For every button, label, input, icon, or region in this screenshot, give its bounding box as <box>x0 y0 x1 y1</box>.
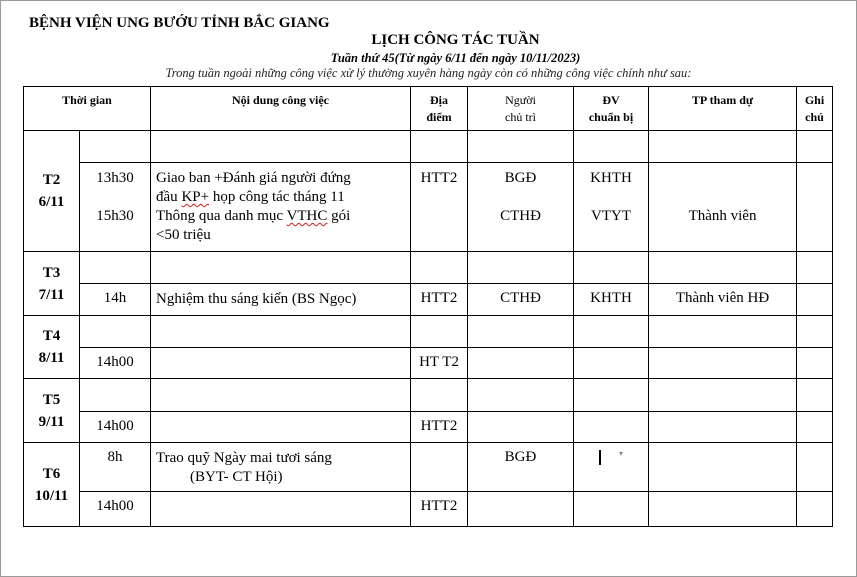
col-prep[interactable]: ĐV chuẩn bị <box>574 87 649 131</box>
cell[interactable] <box>151 131 411 163</box>
place-cell[interactable]: HTT2 <box>411 163 468 252</box>
cell[interactable] <box>797 316 833 348</box>
cell[interactable] <box>468 379 574 412</box>
host-cell[interactable] <box>468 348 574 379</box>
note-cell[interactable] <box>797 412 833 443</box>
cell[interactable] <box>80 379 151 412</box>
day-t6[interactable]: T6 10/11 <box>24 443 80 527</box>
cell[interactable] <box>151 316 411 348</box>
dropdown-marker-icon: ▾ <box>619 449 624 458</box>
t6-row-2 <box>24 492 833 527</box>
day-t5[interactable]: T5 9/11 <box>24 379 80 443</box>
t2-row <box>24 163 833 252</box>
participants-cell[interactable] <box>649 492 797 527</box>
intro-text: Trong tuần ngoài những công việc xử lý thường xuyên hàng ngày còn có những công việc chính như sau: <box>165 66 692 80</box>
cell[interactable] <box>80 131 151 163</box>
col-host[interactable]: Người chủ trì <box>468 87 574 131</box>
note-cell[interactable] <box>797 443 833 492</box>
cell[interactable] <box>574 131 649 163</box>
intro-line <box>0 66 857 81</box>
content-cell[interactable]: Giao ban +Đánh giá người đứng đầu KP+ họp công tác tháng 11 Thông qua danh mục VTHC gói <50 triệu <box>151 163 411 252</box>
host-cell[interactable]: BGĐ <box>468 443 574 492</box>
content-cell[interactable] <box>151 348 411 379</box>
prep-cell[interactable]: KHTH VTYT <box>574 163 649 252</box>
time-cell[interactable]: 14h <box>80 284 151 316</box>
subtitle-text: Tuần thứ 45(Từ ngày 6/11 đến ngày 10/11/2023) <box>330 51 581 65</box>
day-t4[interactable]: T4 8/11 <box>24 316 80 379</box>
col-time[interactable]: Thời gian <box>24 87 151 131</box>
t5-row <box>24 412 833 443</box>
cell[interactable] <box>574 379 649 412</box>
t3-row <box>24 284 833 316</box>
content-cell[interactable]: Nghiệm thu sáng kiến (BS Ngọc) <box>151 284 411 316</box>
prep-cell[interactable]: KHTH <box>574 284 649 316</box>
note-cell[interactable] <box>797 492 833 527</box>
time-cell[interactable]: 14h00 <box>80 412 151 443</box>
t5-blank-row <box>24 379 833 412</box>
cell[interactable] <box>649 131 797 163</box>
cell[interactable] <box>649 316 797 348</box>
note-cell[interactable] <box>797 284 833 316</box>
title-text: LỊCH CÔNG TÁC TUẦN <box>371 32 540 48</box>
cell[interactable] <box>411 316 468 348</box>
content-cell[interactable] <box>151 412 411 443</box>
cell[interactable] <box>151 379 411 412</box>
text-cursor <box>599 450 601 465</box>
t2-blank-row <box>24 131 833 163</box>
day-t2[interactable]: T2 6/11 <box>24 131 80 252</box>
host-cell[interactable] <box>468 412 574 443</box>
note-cell[interactable] <box>797 348 833 379</box>
cell[interactable] <box>468 252 574 284</box>
col-content[interactable]: Nội dung công việc <box>151 87 411 131</box>
cell[interactable] <box>797 379 833 412</box>
prep-cell[interactable] <box>574 348 649 379</box>
cell[interactable] <box>411 131 468 163</box>
participants-cell[interactable]: Thành viên <box>649 163 797 252</box>
cell[interactable] <box>574 316 649 348</box>
prep-cell[interactable] <box>574 492 649 527</box>
place-cell[interactable]: HTT2 <box>411 492 468 527</box>
cell[interactable] <box>797 131 833 163</box>
cell[interactable] <box>649 379 797 412</box>
week-subtitle <box>0 51 857 66</box>
cell[interactable] <box>574 252 649 284</box>
host-cell[interactable]: BGĐ CTHĐ <box>468 163 574 252</box>
header-row <box>24 87 833 131</box>
t4-row <box>24 348 833 379</box>
participants-cell[interactable]: Thành viên HĐ <box>649 284 797 316</box>
col-participants[interactable]: TP tham dự <box>649 87 797 131</box>
note-cell[interactable] <box>797 163 833 252</box>
place-cell[interactable]: HT T2 <box>411 348 468 379</box>
document-title <box>0 32 857 49</box>
prep-cell[interactable] <box>574 443 649 492</box>
place-cell[interactable] <box>411 443 468 492</box>
content-cell[interactable] <box>151 492 411 527</box>
cell[interactable] <box>649 252 797 284</box>
participants-cell[interactable] <box>649 412 797 443</box>
cell[interactable] <box>468 316 574 348</box>
hospital-name: BỆNH VIỆN UNG BƯỚU TỈNH BẮC GIANG <box>29 15 330 31</box>
participants-cell[interactable] <box>649 348 797 379</box>
t6-row <box>24 443 833 492</box>
time-cell[interactable]: 13h30 15h30 <box>80 163 151 252</box>
schedule-table-wrapper <box>23 86 833 527</box>
time-cell[interactable]: 14h00 <box>80 348 151 379</box>
cell[interactable] <box>468 131 574 163</box>
col-place[interactable]: Địa điểm <box>411 87 468 131</box>
cell[interactable] <box>797 252 833 284</box>
cell[interactable] <box>80 252 151 284</box>
t3-blank-row <box>24 252 833 284</box>
time-cell[interactable]: 8h <box>80 443 151 492</box>
participants-cell[interactable] <box>649 443 797 492</box>
time-cell[interactable]: 14h00 <box>80 492 151 527</box>
host-cell[interactable] <box>468 492 574 527</box>
place-cell[interactable]: HTT2 <box>411 412 468 443</box>
place-cell[interactable]: HTT2 <box>411 284 468 316</box>
host-cell[interactable]: CTHĐ <box>468 284 574 316</box>
cell[interactable] <box>411 379 468 412</box>
schedule-table <box>23 86 833 527</box>
cell[interactable] <box>151 252 411 284</box>
col-note[interactable]: Ghi chú <box>797 87 833 131</box>
cell[interactable] <box>80 316 151 348</box>
day-t3[interactable]: T3 7/11 <box>24 252 80 316</box>
prep-cell[interactable] <box>574 412 649 443</box>
cell[interactable] <box>411 252 468 284</box>
t4-blank-row <box>24 316 833 348</box>
content-cell[interactable]: Trao quỹ Ngày mai tươi sáng (BYT- CT Hội) <box>151 443 411 492</box>
